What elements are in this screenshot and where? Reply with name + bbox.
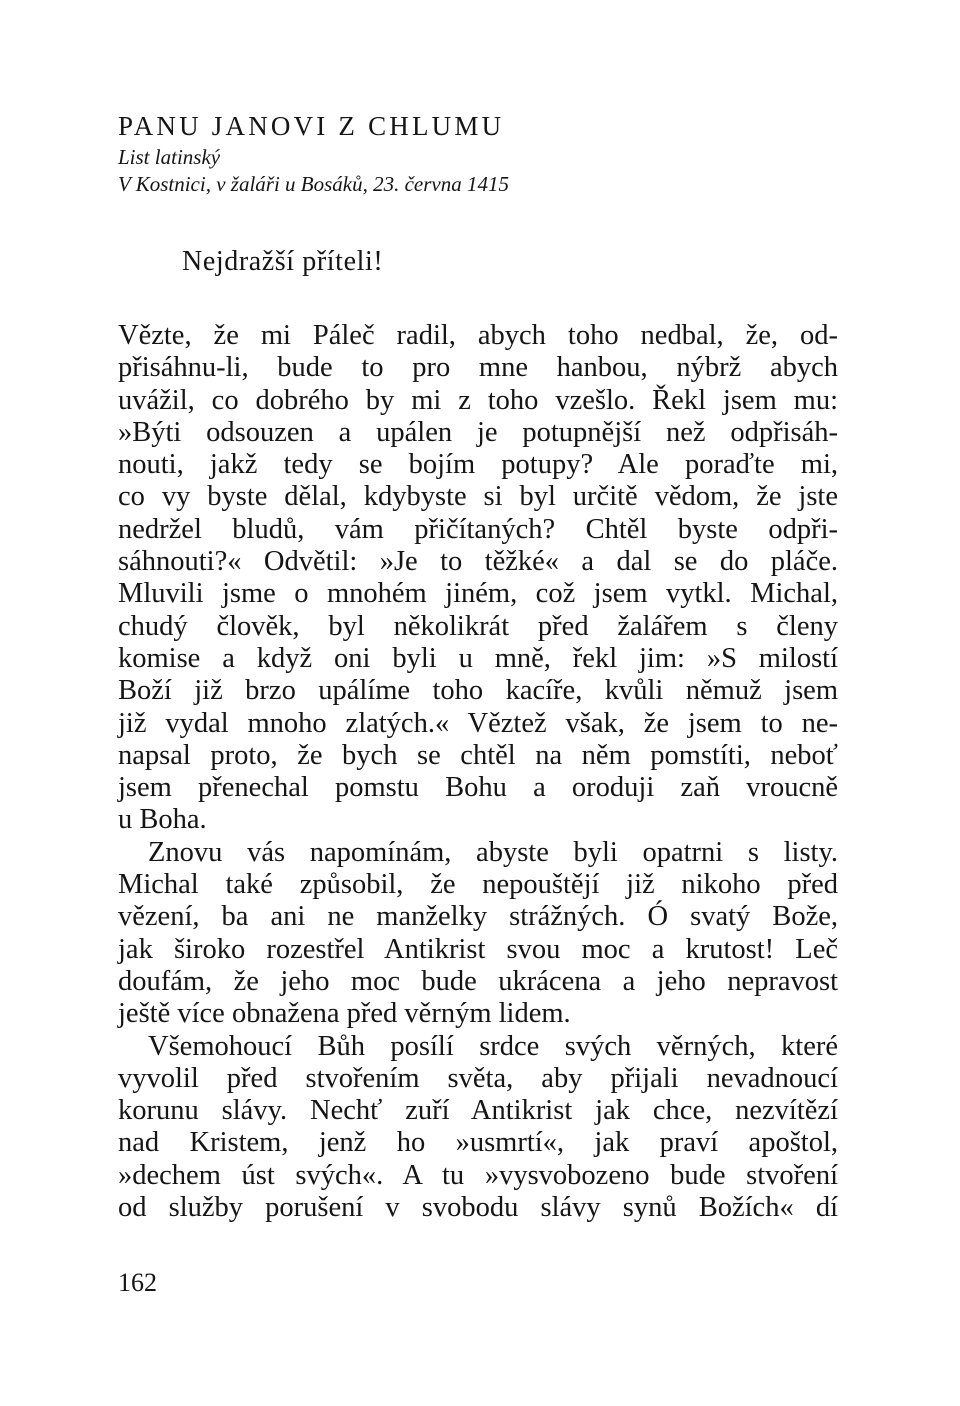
text-line: vyvolil před stvořením světa, aby přijali nevadnoucí	[118, 1062, 838, 1094]
text-line: Vězte, že mi Páleč radil, abych toho nedbal, že, od-	[118, 320, 838, 351]
text-line: chudý člověk, byl několikrát před žalářem s členy	[118, 610, 838, 642]
text-line: uvážil, co dobrého by mi z toho vzešlo. Řekl jsem mu:	[118, 384, 838, 416]
text-line: Boží již brzo upálíme toho kacíře, kvůli němuž jsem	[118, 675, 838, 707]
text-line: napsal proto, že bych se chtěl na něm pomstíti, neboť	[118, 739, 838, 771]
text-line: korunu slávy. Nechť zuří Antikrist jak chce, nezvítězí	[118, 1095, 838, 1127]
text-line: jsem přenechal pomstu Bohu a oroduji zaň vroucně	[118, 772, 838, 804]
text-line: u Boha.	[118, 804, 207, 836]
text-line: Všemohoucí Bůh posílí srdce svých věrných, které	[148, 1030, 838, 1062]
text-line: nedržel bludů, vám přičítaných? Chtěl byste odpři-	[118, 513, 838, 545]
page-content	[118, 108, 838, 1224]
text-line: co vy byste dělal, kdybyste si byl určitě vědom, že jste	[118, 481, 838, 513]
text-line: nouti, jakž tedy se bojím potupy? Ale poraďte mi,	[118, 449, 838, 481]
page-number: 162	[118, 1268, 157, 1297]
text-line: přisáhnu-li, bude to pro mne hanbou, nýbrž abych	[118, 352, 838, 384]
text-line: vězení, ba ani ne manželky strážných. Ó svatý Bože,	[118, 901, 838, 933]
text-line: Znovu vás napomínám, abyste byli opatrni s listy.	[148, 836, 838, 868]
text-line: již vydal mnoho zlatých.« Věztež však, že jsem to ne-	[118, 707, 838, 739]
text-line: sáhnouti?« Odvětil: »Je to těžké« a dal se do pláče.	[118, 546, 838, 578]
letter-place-date: V Kostnici, v žaláři u Bosáků, 23. června 1415	[118, 172, 509, 196]
text-line: doufám, že jeho moc bude ukrácena a jeho nepravost	[118, 965, 838, 997]
text-line: »dechem úst svých«. A tu »vysvobozeno bude stvoření	[118, 1159, 838, 1191]
letter-type: List latinský	[118, 145, 221, 169]
text-line: jak široko rozestřel Antikrist svou moc a krutost! Leč	[118, 933, 838, 965]
text-line: Mluvili jsme o mnohém jiném, což jsem vytkl. Michal,	[118, 578, 838, 610]
text-line: Michal také způsobil, že nepouštějí již nikoho před	[118, 869, 838, 901]
text-line: nad Kristem, jenž ho »usmrtí«, jak praví apoštol,	[118, 1127, 838, 1159]
text-line: komise a když oni byli u mně, řekl jim: »S milostí	[118, 642, 838, 674]
letter-body	[118, 320, 838, 1224]
text-line: »Býti odsouzen a upálen je potupnější než odpřisáh-	[118, 416, 838, 448]
letter-title: PANU JANOVI Z CHLUMU	[118, 111, 505, 141]
salutation: Nejdražší příteli!	[182, 246, 384, 277]
text-line: od služby porušení v svobodu slávy synů Božích« dí	[118, 1192, 838, 1224]
text-line: ještě více obnažena před věrným lidem.	[118, 998, 571, 1030]
